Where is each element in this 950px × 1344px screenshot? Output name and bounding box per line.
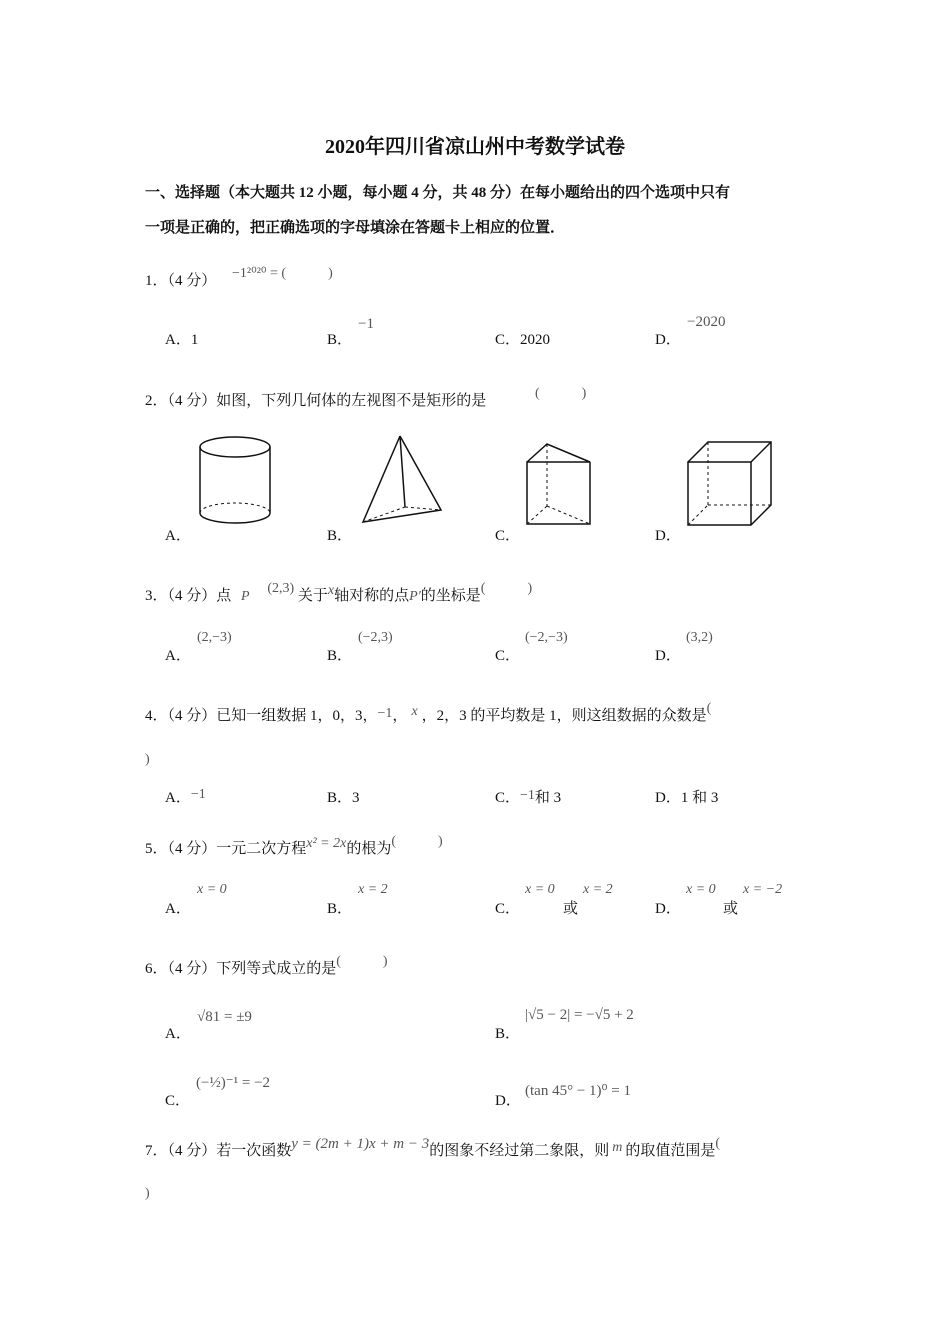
q6-stem-text: 6．（4 分）下列等式成立的是 (145, 961, 337, 977)
q3-option-d-math: (3,2) (686, 630, 713, 645)
q6-option-c: C． (165, 1093, 191, 1109)
q7-paren-open: ( (715, 1136, 721, 1151)
triangular-pyramid-figure (355, 432, 450, 527)
q5-stem (145, 834, 443, 859)
q6-option-b: B． (495, 1026, 521, 1042)
q4-option-a (165, 789, 206, 808)
q3-stem (145, 581, 533, 606)
q1-option-c: C．2020 (495, 332, 551, 348)
q5-stem-end: 的根为 (346, 841, 392, 857)
q2-option-b: B． (327, 528, 353, 544)
q3-stem-mid2: 轴对称的点 (334, 588, 410, 604)
q1-option-b: B． (327, 332, 353, 348)
q5-option-d: D． (655, 901, 681, 917)
q3-option-a: A． (165, 648, 191, 664)
q1-stem: 1．（4 分） (145, 273, 217, 289)
page-title: 2020年四川省凉山州中考数学试卷 (325, 136, 625, 158)
q5-option-d-or: 或 (723, 901, 739, 917)
q3-option-c: C． (495, 648, 521, 664)
q3-stem-end: 的坐标是 (420, 588, 481, 604)
q7-stem-mid: 的图象不经过第二象限，则 (429, 1143, 610, 1159)
q4-option-a-label: A． (165, 790, 191, 806)
q2-stem: 2．（4 分）如图，下列几何体的左视图不是矩形的是 (145, 393, 487, 409)
q5-option-c-math2: x = 2 (583, 882, 613, 897)
q3-option-b-math: (−2,3) (358, 630, 393, 645)
q5-stem-text: 5．（4 分）一元二次方程 (145, 841, 307, 857)
q4-option-d: D．1 和 3 (655, 790, 719, 806)
q7-stem (145, 1136, 721, 1161)
triangular-prism-figure (520, 440, 600, 530)
q1-option-a: A．1 (165, 332, 199, 348)
q4-option-c-label: C． (495, 790, 521, 806)
q1-option-b-math: −1 (358, 316, 374, 332)
q7-equation: y = (2m + 1)x + m − 3 (291, 1136, 430, 1152)
q4-comma: ， (392, 708, 408, 724)
q3-paren: ( ) (480, 581, 533, 596)
q1-option-d: D． (655, 332, 681, 348)
q3-stem-mid: 关于 (297, 588, 328, 604)
q4-x: x (411, 704, 418, 719)
q4-paren-close: ) (145, 752, 150, 767)
q2-option-c: C． (495, 528, 521, 544)
q4-neg-one: −1 (377, 706, 393, 721)
q3-stem-text: 3．（4 分）点 (145, 588, 232, 604)
q6-option-a: A． (165, 1026, 191, 1042)
q2-paren: ( ) (535, 386, 587, 401)
section-instructions-line1: 一、选择题（本大题共 12 小题，每小题 4 分，共 48 分）在每小题给出的四个选项中只有 (145, 185, 731, 201)
q6-option-a-math: √81 = ±9 (197, 1009, 252, 1025)
q2-option-a: A． (165, 528, 191, 544)
q6-option-b-math: |√5 − 2| = −√5 + 2 (525, 1007, 634, 1023)
q4-paren-open: ( (706, 701, 712, 716)
cylinder-figure (190, 430, 280, 530)
q4-option-a-math: −1 (190, 787, 206, 802)
q7-m: m (612, 1140, 623, 1155)
cube-figure (683, 437, 778, 529)
q1-option-d-math: −2020 (687, 314, 726, 330)
q6-paren: ( ) (336, 954, 388, 969)
q1-math: −1²⁰²⁰ = ( ) (232, 266, 333, 281)
q3-point-p-prime: P′ (409, 589, 421, 604)
q2-option-d: D． (655, 528, 681, 544)
q5-option-a-math: x = 0 (197, 882, 227, 897)
q3-option-b: B． (327, 648, 353, 664)
q3-x: x (327, 583, 335, 598)
q3-point-coords: (2,3) (267, 581, 295, 596)
q6-stem (145, 954, 388, 979)
q7-stem-end: 的取值范围是 (625, 1143, 716, 1159)
q3-option-d: D． (655, 648, 681, 664)
q4-stem-text: 4．（4 分）已知一组数据 1，0，3， (145, 708, 378, 724)
q4-option-c (495, 789, 561, 808)
q4-stem-rest: ，2，3 的平均数是 1，则这组数据的众数是 (421, 708, 707, 724)
q4-option-c-math: −1 (520, 788, 535, 803)
q3-point-p: P (241, 589, 250, 604)
q4-option-b: B．3 (327, 790, 360, 806)
q4-option-c-rest: 和 3 (534, 790, 562, 806)
q5-option-d-math2: x = −2 (743, 882, 783, 897)
q5-option-b-math: x = 2 (358, 882, 388, 897)
q6-option-c-math: (−½)⁻¹ = −2 (196, 1075, 271, 1091)
q6-option-d-math: (tan 45° − 1)⁰ = 1 (525, 1083, 631, 1099)
q6-option-d: D． (495, 1093, 521, 1109)
q5-option-a: A． (165, 901, 191, 917)
q5-option-b: B． (327, 901, 353, 917)
q5-option-c-math: x = 0 (525, 882, 555, 897)
q5-equation: x² = 2x (306, 836, 347, 851)
section-instructions-line2: 一项是正确的，把正确选项的字母填涂在答题卡上相应的位置． (145, 220, 566, 236)
q5-option-c-or: 或 (563, 901, 579, 917)
q3-option-a-math: (2,−3) (197, 630, 232, 645)
q3-option-c-math: (−2,−3) (525, 630, 568, 645)
q5-option-c: C． (495, 901, 521, 917)
q7-stem-text: 7．（4 分）若一次函数 (145, 1143, 292, 1159)
q5-paren: ( ) (391, 834, 443, 849)
q4-stem (145, 701, 712, 726)
q7-paren-close: ) (145, 1186, 150, 1201)
q5-option-d-math: x = 0 (686, 882, 716, 897)
